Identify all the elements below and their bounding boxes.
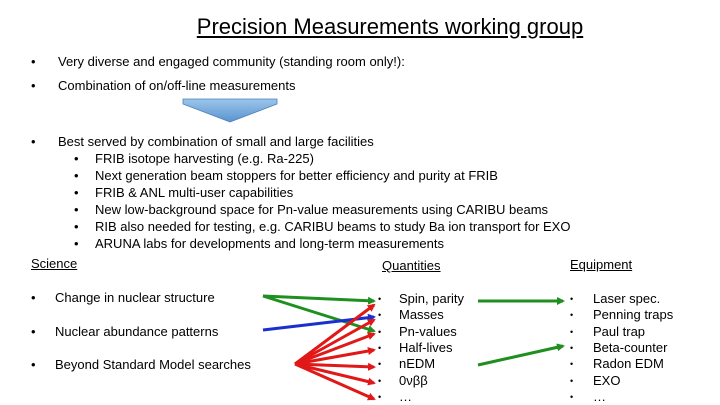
list-item-text: New low-background space for Pn-value measurements using CARIBU beams <box>95 202 549 217</box>
quantity-text: Masses <box>399 307 444 323</box>
equipment-text: Radon EDM <box>593 356 664 372</box>
bullet-dot: • <box>570 375 574 386</box>
arrow-green <box>478 346 563 365</box>
list-item-text: Next generation beam stoppers for better efficiency and purity at FRIB <box>95 168 498 183</box>
bullet-dot: • <box>570 294 574 304</box>
equipment-text: EXO <box>593 372 621 388</box>
science-item-text: Change in nuclear structure <box>55 290 215 305</box>
equipment-text: Penning traps <box>593 307 674 323</box>
list-item-text: ARUNA labs for developments and long-term measurements <box>95 236 444 251</box>
bullet-dot: • <box>378 310 382 321</box>
bullet-text: Very diverse and engaged community (standing room only!): <box>58 54 405 69</box>
bullet-text: Best served by combination of small and large facilities <box>58 134 374 149</box>
list-item-text: FRIB isotope harvesting (e.g. Ra-225) <box>95 151 314 166</box>
bullet-dot: • <box>378 375 382 386</box>
bullet-dot: • <box>31 357 36 372</box>
quantity-text: Pn-values <box>399 323 457 339</box>
science-item-text: Nuclear abundance patterns <box>55 324 219 339</box>
bullet-dot: • <box>31 324 36 339</box>
bullet-dot: • <box>378 359 382 370</box>
bullet-text: Combination of on/off-line measurements <box>58 78 296 93</box>
arrow-red <box>295 305 374 364</box>
equipment-text: … <box>593 388 606 404</box>
bullet-dot: • <box>570 310 574 321</box>
quantity-text: Half-lives <box>399 339 453 355</box>
bullet-dot: • <box>378 391 382 402</box>
bullet-dot: • <box>74 236 79 251</box>
list-item-text: RIB also needed for testing, e.g. CARIBU beams to study Ba ion transport for EXO <box>95 219 571 234</box>
quantity-text: … <box>399 388 412 404</box>
bullet-dot: • <box>31 78 36 93</box>
bullet-dot: • <box>378 342 382 353</box>
bullet-dot: • <box>570 391 574 402</box>
bullet-dot: • <box>31 290 36 305</box>
slide-title: Precision Measurements working group <box>196 14 584 39</box>
quantities-header: Quantities <box>382 258 441 273</box>
arrow-red <box>295 334 374 364</box>
bullet-dot: • <box>570 342 574 353</box>
science-header: Science <box>31 256 78 271</box>
bullet-dot: • <box>31 54 36 69</box>
bullet-dot: • <box>31 134 36 149</box>
bullet-dot: • <box>378 326 382 337</box>
bullet-dot: • <box>74 185 79 200</box>
bullet-dot: • <box>570 359 574 370</box>
equipment-text: Paul trap <box>593 323 646 339</box>
equipment-text: Laser spec. <box>593 291 661 306</box>
bullet-dot: • <box>378 294 382 304</box>
bullet-dot: • <box>74 219 79 234</box>
bullet-dot: • <box>74 151 79 166</box>
quantity-text: Spin, parity <box>399 291 465 306</box>
equipment-header: Equipment <box>570 257 633 272</box>
list-item-text: FRIB & ANL multi-user capabilities <box>95 185 294 200</box>
bullet-dot: • <box>74 202 79 217</box>
science-item-text: Beyond Standard Model searches <box>55 357 251 372</box>
equipment-text: Beta-counter <box>593 339 668 355</box>
quantity-text: nEDM <box>399 356 436 372</box>
quantity-text: 0νββ <box>399 372 428 388</box>
bullet-dot: • <box>570 326 574 337</box>
bullet-dot: • <box>74 168 79 183</box>
